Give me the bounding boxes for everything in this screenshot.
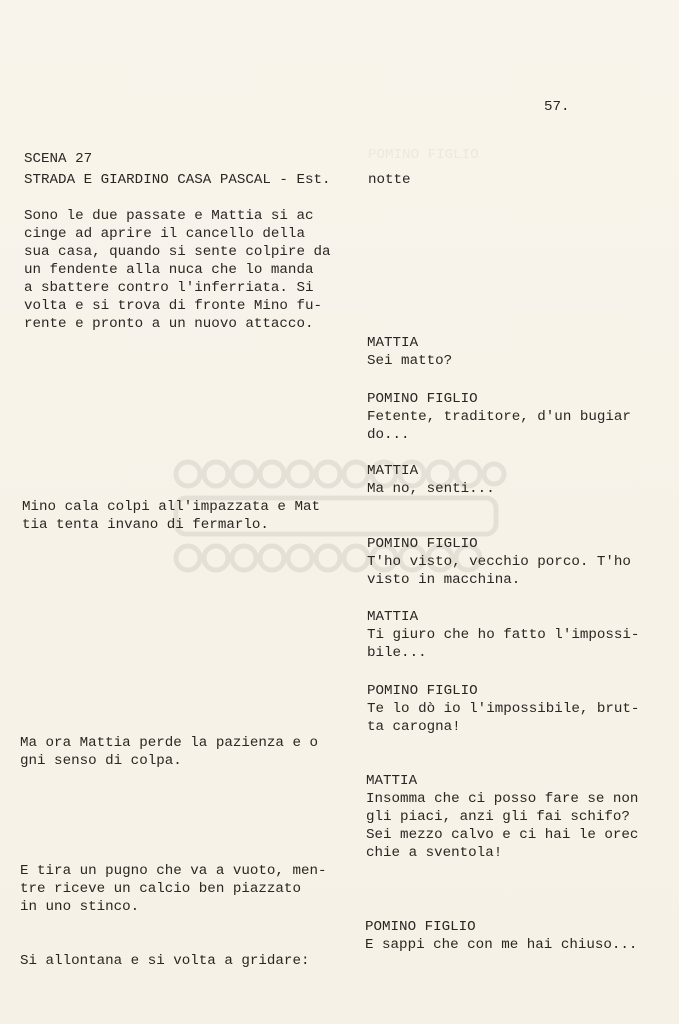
dialogue-line: chie a sventola! (366, 845, 503, 861)
speaker-name: MATTIA (367, 609, 419, 625)
scene-heading: STRADA E GIARDINO CASA PASCAL - Est. (24, 172, 331, 188)
action-line: Ma ora Mattia perde la pazienza e o (20, 735, 318, 751)
dialogue-block (366, 772, 638, 862)
dialogue-block (367, 462, 495, 498)
dialogue-line: gli piaci, anzi gli fai schifo? (366, 809, 630, 825)
action-line: sua casa, quando si sente colpire da (24, 244, 331, 260)
action-block (20, 952, 309, 970)
action-line: tia tenta invano di fermarlo. (22, 517, 269, 533)
action-line: a sbattere contro l'inferriata. Si (24, 280, 314, 296)
dialogue-block (367, 682, 639, 736)
dialogue-block (367, 608, 639, 662)
dialogue-block (365, 918, 637, 954)
dialogue-line: T'ho visto, vecchio porco. T'ho (367, 554, 631, 570)
dialogue-line: Ti giuro che ho fatto l'impossi- (367, 627, 640, 643)
dialogue-block (367, 390, 631, 444)
speaker-name: MATTIA (367, 335, 419, 351)
dialogue-line: Sei mezzo calvo e ci hai le orec (366, 827, 639, 843)
action-line: Sono le due passate e Mattia si ac (24, 208, 314, 224)
action-line: volta e si trova di fronte Mino fu- (24, 298, 322, 314)
speaker-name: POMINO FIGLIO (367, 683, 478, 699)
dialogue-line: visto in macchina. (367, 572, 521, 588)
dialogue-line: ta carogna! (367, 719, 461, 735)
dialogue-line: Fetente, traditore, d'un bugiar (367, 409, 631, 425)
action-block (20, 862, 327, 916)
scene-number: SCENA 27 (24, 151, 93, 167)
action-line: rente e pronto a un nuovo attacco. (24, 316, 314, 332)
action-block (24, 207, 331, 333)
dialogue-line: Insomma che ci posso fare se non (366, 791, 639, 807)
action-line: in uno stinco. (20, 899, 140, 915)
dialogue-line: E sappi che con me hai chiuso... (365, 937, 638, 953)
page-number: 57. (544, 99, 570, 115)
speaker-name: POMINO FIGLIO (367, 391, 478, 407)
action-line: un fendente alla nuca che lo manda (24, 262, 314, 278)
action-block (22, 498, 320, 534)
dialogue-line: bile... (367, 645, 427, 661)
speaker-name: POMINO FIGLIO (367, 536, 478, 552)
dialogue-line: Ma no, senti... (367, 481, 495, 497)
action-line: gni senso di colpa. (20, 753, 182, 769)
bleed-through-text: POMINO FIGLIO (368, 147, 479, 163)
dialogue-block (367, 535, 631, 589)
action-line: tre riceve un calcio ben piazzato (20, 881, 301, 897)
action-line: E tira un pugno che va a vuoto, men- (20, 863, 327, 879)
action-line: cinge ad aprire il cancello della (24, 226, 305, 242)
speaker-name: MATTIA (367, 463, 419, 479)
dialogue-line: do... (367, 427, 410, 443)
scene-time: notte (368, 172, 411, 188)
dialogue-line: Te lo dò io l'impossibile, brut- (367, 701, 640, 717)
speaker-name: MATTIA (366, 773, 418, 789)
dialogue-line: Sei matto? (367, 353, 453, 369)
dialogue-block (367, 334, 452, 370)
action-line: Mino cala colpi all'impazzata e Mat (22, 499, 320, 515)
action-block (20, 734, 318, 770)
action-line: Si allontana e si volta a gridare: (20, 953, 310, 969)
speaker-name: POMINO FIGLIO (365, 919, 476, 935)
